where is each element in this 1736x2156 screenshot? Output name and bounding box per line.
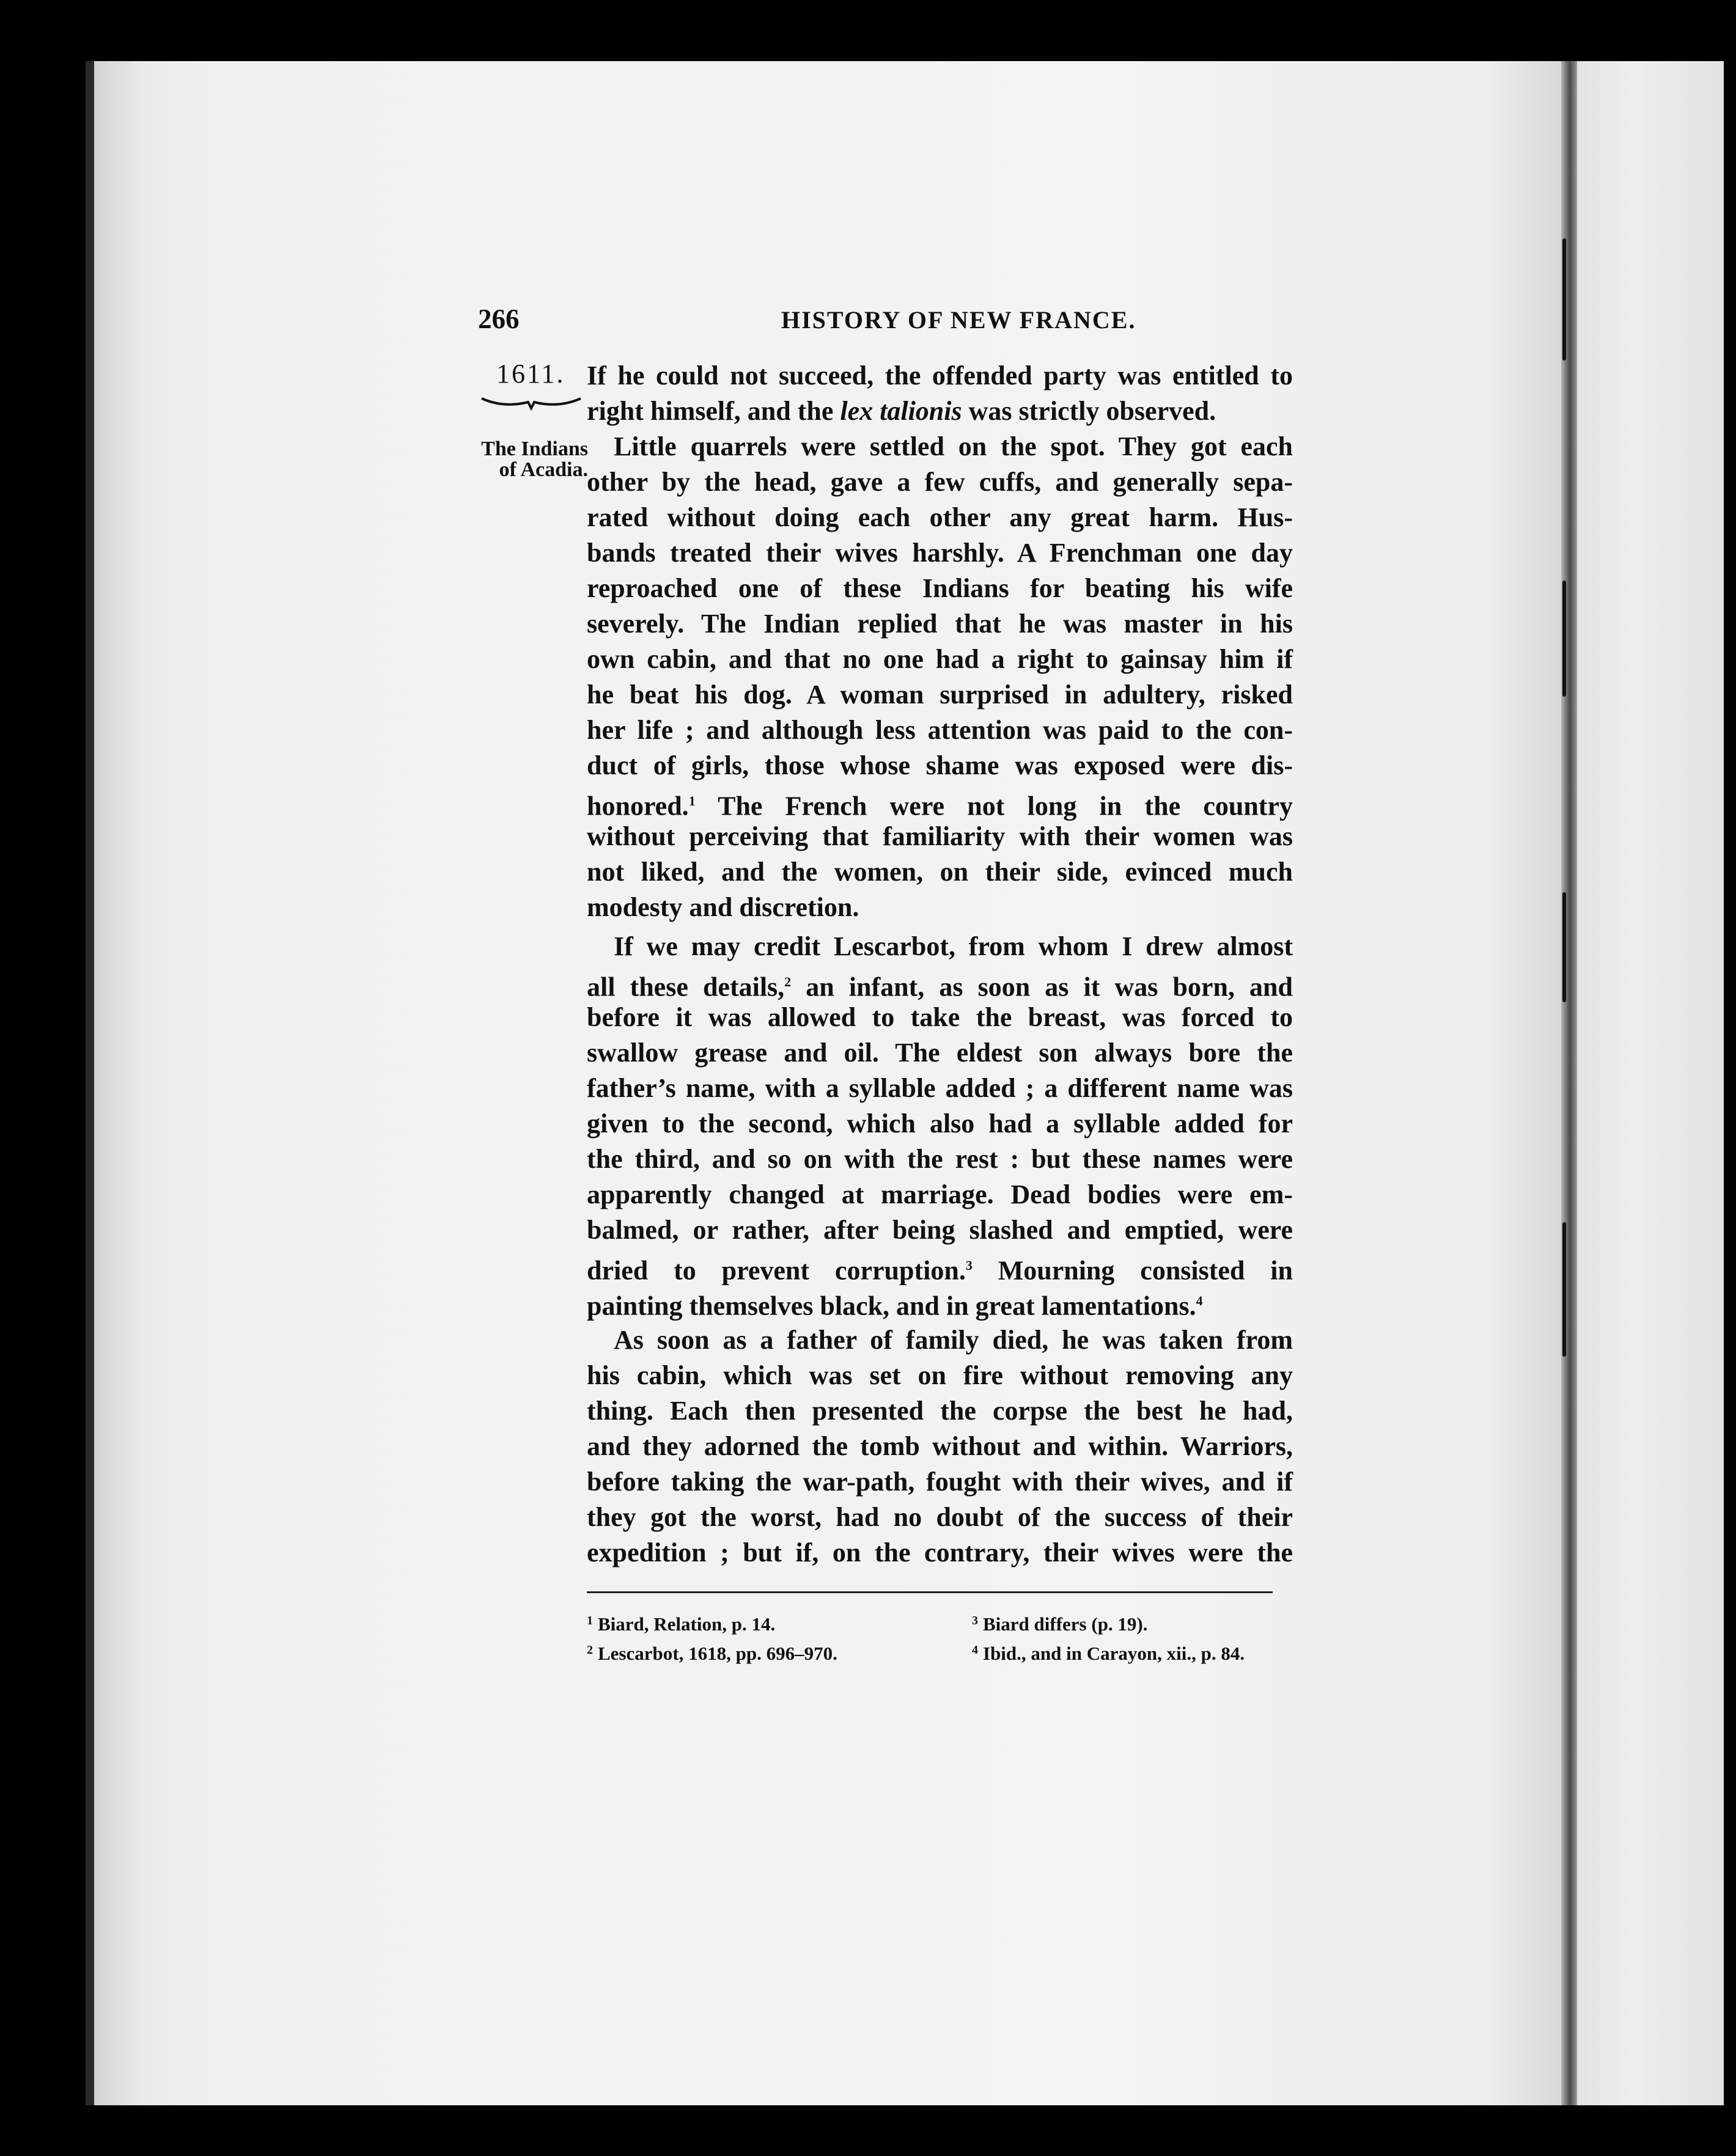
gutter-shadow-mark: [1562, 1222, 1566, 1357]
text-line: apparently changed at marriage. Dead bodies were em-: [587, 1179, 1293, 1209]
text-line: they got the worst, had no doubt of the success of their: [587, 1502, 1293, 1532]
text-line: balmed, or rather, after being slashed and emptied, were: [587, 1215, 1293, 1245]
book-gutter: [1561, 61, 1577, 2105]
footnote-ref: 4: [1196, 1293, 1203, 1308]
text-line: and they adorned the tomb without and within. Warriors,: [587, 1431, 1293, 1461]
text-line: bands treated their wives harshly. A Frenchman one day: [587, 538, 1293, 568]
text-line: he beat his dog. A woman surprised in adultery, risked: [587, 680, 1293, 710]
margin-year: 1611.: [496, 359, 565, 389]
italic-phrase: lex talionis: [840, 396, 962, 426]
footnote: $^4$ Ibid., and in Carayon, xii., p. 84.: [972, 1643, 1245, 1664]
text-line: not liked, and the women, on their side, evinced much: [587, 857, 1293, 887]
text-line: If he could not succeed, the offended party was entitled to: [587, 361, 1293, 391]
text-line: own cabin, and that no one had a right to gainsay him if: [587, 644, 1293, 674]
text-line: rated without doing each other any great harm. Hus-: [587, 502, 1293, 532]
text-line: swallow grease and oil. The eldest son always bore the: [587, 1038, 1293, 1068]
text-line: painting themselves black, and in great lamentations.$^4$: [587, 1291, 1203, 1321]
sidenote: [472, 439, 588, 480]
footnote-mark: 1: [587, 1614, 593, 1627]
gutter-shadow-mark: [1562, 238, 1566, 361]
text-line: without perceiving that familiarity with their women was: [587, 821, 1293, 851]
text-line: reproached one of these Indians for beating his wife: [587, 573, 1293, 603]
text-line: dried to prevent corruption.$^3$ Mourning consisted in: [587, 1255, 1293, 1286]
brace-ornament: [479, 396, 583, 411]
text-line: the third, and so on with the rest : but these names were: [587, 1144, 1293, 1174]
gutter-shadow-mark: [1562, 892, 1566, 1002]
sidenote-line: of Acadia.: [499, 458, 588, 481]
page-number: 266: [478, 304, 520, 334]
gutter-shadow-mark: [1562, 581, 1566, 697]
footnote-mark: 4: [972, 1643, 978, 1657]
footnote-ref: 1: [688, 793, 696, 809]
footnote: $^3$ Biard differs (p. 19).: [972, 1613, 1148, 1635]
footnote-rule: [587, 1591, 1273, 1593]
text-line: honored.$^1$ The French were not long in the country: [587, 791, 1293, 821]
footnote-ref: 2: [784, 974, 792, 989]
text-line: before taking the war-path, fought with their wives, and if: [587, 1467, 1293, 1497]
text-line: duct of girls, those whose shame was exposed were dis-: [587, 750, 1293, 780]
body-text: [587, 358, 1293, 1571]
text-line: severely. The Indian replied that he was master in his: [587, 609, 1293, 639]
text-line: As soon as a father of family died, he was taken from: [614, 1325, 1293, 1355]
text-line: his cabin, which was set on fire without removing any: [587, 1360, 1293, 1390]
running-title: HISTORY OF NEW FRANCE.: [781, 306, 1136, 334]
text-line: Little quarrels were settled on the spot. They got each: [614, 431, 1293, 461]
text-line: all these details,$^2$ an infant, as soon as it was born, and: [587, 972, 1293, 1002]
text-line: given to the second, which also had a syllable added for: [587, 1109, 1293, 1138]
footnote: $^1$ Biard, Relation, p. 14.: [587, 1613, 776, 1635]
footnote-mark: 2: [587, 1643, 593, 1657]
text-line: right himself, and the lex talionis was strictly observed.: [587, 396, 1216, 426]
text-line: father’s name, with a syllable added ; a different name was: [587, 1073, 1293, 1103]
text-line: before it was allowed to take the breast, was forced to: [587, 1002, 1293, 1032]
right-page-edge: [1577, 61, 1724, 2105]
sidenote-line: The Indians: [481, 438, 588, 460]
text-line: expedition ; but if, on the contrary, their wives were the: [587, 1538, 1293, 1568]
text-line: thing. Each then presented the corpse the best he had,: [587, 1396, 1293, 1426]
text-line: other by the head, gave a few cuffs, and generally sepa-: [587, 467, 1293, 497]
text-line: modesty and discretion.: [587, 892, 859, 922]
footnote-mark: 3: [972, 1614, 978, 1627]
text-line: If we may credit Lescarbot, from whom I drew almost: [614, 931, 1293, 961]
text-line: her life ; and although less attention was paid to the con-: [587, 715, 1293, 745]
footnote: $^2$ Lescarbot, 1618, pp. 696–970.: [587, 1643, 837, 1664]
footnote-ref: 3: [965, 1258, 973, 1273]
